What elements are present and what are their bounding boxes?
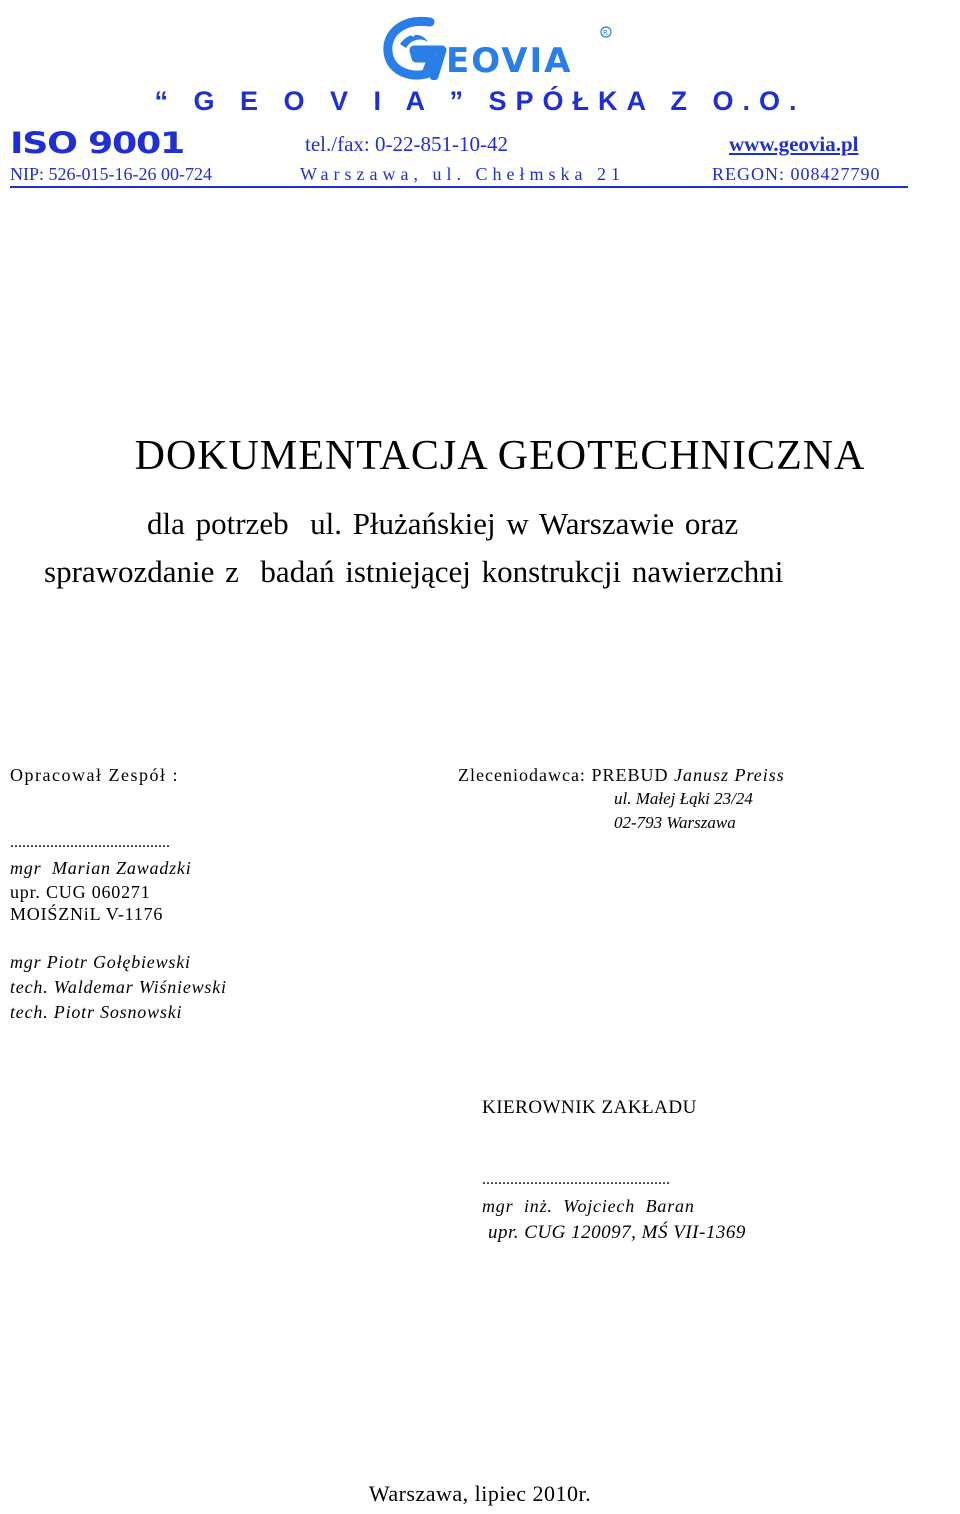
client-street: ul. Małej Łąki 23/24	[614, 789, 753, 808]
place-and-date: Warszawa, lipiec 2010r.	[368, 1481, 592, 1506]
team-member: mgr Piotr Gołębiewski	[10, 952, 191, 972]
company-logo	[382, 14, 622, 80]
client-city: 02-793 Warszawa	[614, 813, 736, 832]
website-link[interactable]: www.geovia.pl	[729, 132, 859, 156]
team-member: tech. Waldemar Wiśniewski	[10, 977, 227, 997]
logo-wordmark: EOVIA	[446, 41, 573, 80]
head-signature-line: ...............................................	[482, 1171, 670, 1188]
document-title: DOKUMENTACJA GEOTECHNICZNA	[134, 433, 866, 479]
team-member: mgr Marian Zawadzki	[10, 858, 192, 878]
phone-fax: tel./fax: 0-22-851-10-42	[305, 132, 508, 156]
regon-number: REGON: 008427790	[712, 164, 881, 184]
client-person: Janusz Preiss	[673, 765, 785, 785]
registration-line	[10, 164, 908, 188]
client-block	[458, 764, 785, 786]
team-member-license: MOIŚZNiL V-1176	[10, 904, 164, 924]
head-label: KIEROWNIK ZAKŁADU	[482, 1097, 697, 1118]
document-subtitle-line-2: sprawozdanie z badań istniejącej konstrukcji nawierzchni	[44, 554, 784, 589]
company-address: Warszawa, ul. Chełmska 21	[300, 164, 625, 184]
client-label: Zleceniodawca:	[458, 765, 586, 785]
client-company: PREBUD	[591, 765, 669, 785]
team-member: tech. Piotr Sosnowski	[10, 1002, 183, 1022]
team-label: Opracował Zespół :	[10, 765, 179, 785]
nip-number: NIP: 526-015-16-26 00-724	[10, 164, 212, 184]
head-license: upr. CUG 120097, MŚ VII-1369	[488, 1222, 746, 1243]
document-subtitle-line-1: dla potrzeb ul. Płużańskiej w Warszawie oraz	[147, 506, 739, 541]
head-name: mgr inż. Wojciech Baran	[482, 1196, 695, 1216]
svg-text:R: R	[603, 29, 608, 37]
company-name: “ G E O V I A ” SPÓŁKA Z O.O.	[154, 86, 806, 116]
team-member-license: upr. CUG 060271	[10, 882, 151, 902]
team-signature-line: ........................................	[10, 834, 170, 851]
iso-certification: ISO 9001	[10, 126, 184, 160]
